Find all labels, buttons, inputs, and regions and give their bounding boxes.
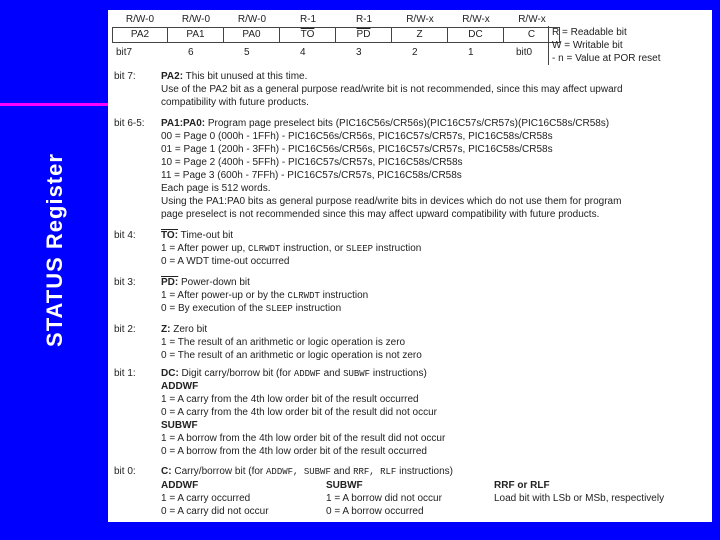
text-part: instruction, or <box>280 243 346 254</box>
bit3-heading <box>161 277 250 289</box>
text-part: instructions) <box>370 368 427 379</box>
text-part: 0 = By execution of the <box>161 303 266 314</box>
bit0-addwf-1: 1 = A carry occurred <box>161 493 251 504</box>
bit3-line2 <box>161 303 341 315</box>
bit4-label: bit 4: <box>114 230 136 241</box>
bit65-line: Using the PA1:PA0 bits as general purpose read/write bits in devices which do not use them for program <box>161 196 622 207</box>
register-bit-name: PA1 <box>168 27 224 43</box>
bit-number: 2 <box>412 47 418 58</box>
text-part: instructions) <box>396 466 453 477</box>
instruction-name: SLEEP <box>346 244 374 254</box>
register-cell-bit7 <box>112 14 168 43</box>
register-bit-name: $\overline{TO}$ <box>280 27 336 43</box>
bit3-line1 <box>161 290 368 302</box>
bit2-line2: 0 = The result of an arithmetic or logic operation is not zero <box>161 350 422 361</box>
bit65-line: 10 = Page 2 (400h - 5FFh) - PIC16C57s/CR57s, PIC16C58s/CR58s <box>161 157 463 168</box>
bit65-summary: Program page preselect bits (PIC16C56s/CR56s)(PIC16C57s/CR57s)(PIC16C58s/CR58s) <box>205 118 610 129</box>
text-part: instruction <box>319 290 369 301</box>
text-part: 1 = After power-up or by the <box>161 290 288 301</box>
legend-item: W = Writable bit <box>552 40 623 51</box>
instruction-name: CLRWDT <box>287 291 320 301</box>
text-part: instruction <box>373 243 422 254</box>
register-bit-name: PA0 <box>224 27 280 43</box>
register-bit-name: PA2 <box>112 27 168 43</box>
bit0-addwf-0: 0 = A carry did not occur <box>161 506 269 517</box>
register-cell-bit5 <box>224 14 280 43</box>
text-part: Carry/borrow bit (for <box>171 466 267 477</box>
register-access: R/W-0 <box>237 14 267 25</box>
bit65-name: PA1:PA0: <box>161 118 206 129</box>
instruction-name: SLEEP <box>265 304 293 314</box>
text-part: and <box>330 466 354 477</box>
bit0-subwf-head <box>326 480 363 492</box>
bit-number: 1 <box>468 47 474 58</box>
bit3-name: PD: <box>161 277 179 288</box>
bit7-summary: This bit unused at this time. <box>183 71 308 82</box>
instruction-heading: ADDWF <box>161 480 199 491</box>
bit0-rrf-1: Load bit with LSb or MSb, respectively <box>494 493 665 504</box>
bit0-rrf-head <box>494 480 550 492</box>
bit-number: bit7 <box>116 47 133 58</box>
instruction-name: CLRWDT <box>248 244 281 254</box>
bit3-summary: Power-down bit <box>178 277 250 288</box>
bit65-line: 01 = Page 1 (200h - 3FFh) - PIC16C56s/CR56s, PIC16C57s/CR57s, PIC16C58s/CR58s <box>161 144 553 155</box>
register-cell-bit1 <box>448 14 504 43</box>
text-part: and <box>320 368 344 379</box>
bit65-line: page preselect is not recommended since this may affect upward compatibility with future products. <box>161 209 600 220</box>
accent-divider <box>0 103 108 106</box>
bit65-line: Each page is 512 words. <box>161 183 271 194</box>
bit1-heading <box>161 368 427 380</box>
bit65-line: 11 = Page 3 (600h - 7FFh) - PIC16C57s/CR57s, PIC16C58s/CR58s <box>161 170 462 181</box>
instruction-heading: RRF or RLF <box>494 480 550 491</box>
instruction-name: ADDWF <box>293 369 321 379</box>
bit65-line: 00 = Page 0 (000h - 1FFh) - PIC16C56s/CR56s, PIC16C57s/CR57s, PIC16C58s/CR58s <box>161 131 553 142</box>
bit1-subwf-1: 1 = A borrow from the 4th low order bit of the result did not occur <box>161 433 446 444</box>
instruction-name: ADDWF, SUBWF <box>266 467 331 477</box>
bit4-summary: Time-out bit <box>178 230 234 241</box>
bit1-addwf-1: 1 = A carry from the 4th low order bit of the result occurred <box>161 394 419 405</box>
bit65-label: bit 6-5: <box>114 118 145 129</box>
bit-number: 6 <box>188 47 194 58</box>
slide-title-container <box>10 100 100 400</box>
bit2-name: Z: <box>161 324 171 335</box>
bit4-name: TO: <box>161 230 179 241</box>
register-bit-name: Z <box>392 27 448 43</box>
register-bit-name: $\overline{PD}$ <box>336 27 392 43</box>
bit4-heading <box>161 230 233 242</box>
legend-item: R = Readable bit <box>552 27 627 38</box>
slide-title: STATUS Register <box>42 153 67 347</box>
bit0-subwf-0: 0 = A borrow occurred <box>326 506 424 517</box>
register-access: R/W-x <box>406 14 434 25</box>
bit7-desc1: Use of the PA2 bit as a general purpose read/write bit is not recommended, since this may affect upward <box>161 84 623 95</box>
bit7-name: PA2: <box>161 71 184 82</box>
register-bit-name: DC <box>448 27 504 43</box>
bit65-heading <box>161 118 609 130</box>
bit2-label: bit 2: <box>114 324 136 335</box>
legend-item: - n = Value at POR reset <box>552 53 661 64</box>
bit7-desc2: compatibility with future products. <box>161 97 309 108</box>
register-access: R-1 <box>355 14 373 25</box>
bit0-heading <box>161 466 453 478</box>
instruction-heading: ADDWF <box>161 381 199 392</box>
register-access: R/W-0 <box>125 14 155 25</box>
bit2-heading <box>161 324 207 336</box>
text-part: instruction <box>292 303 342 314</box>
bit-number: bit0 <box>516 47 533 58</box>
bit4-line2: 0 = A WDT time-out occurred <box>161 256 290 267</box>
bit0-label: bit 0: <box>114 466 136 477</box>
register-access: R-1 <box>299 14 317 25</box>
register-cell-bit6 <box>168 14 224 43</box>
bit1-subwf-0: 0 = A borrow from the 4th low order bit of the result occurred <box>161 446 427 457</box>
bit1-subwf-head <box>161 420 198 432</box>
bit-number: 3 <box>356 47 362 58</box>
register-legend <box>548 26 660 65</box>
text-part: Digit carry/borrow bit (for <box>178 368 294 379</box>
bit1-addwf-head <box>161 381 198 393</box>
register-access: R/W-x <box>518 14 546 25</box>
instruction-name: RRF, RLF <box>353 467 397 477</box>
bit0-name: C: <box>161 466 172 477</box>
register-access: R/W-x <box>462 14 490 25</box>
bit-number: 5 <box>244 47 250 58</box>
bit7-heading <box>161 71 307 83</box>
bit1-name: DC: <box>161 368 179 379</box>
bit1-label: bit 1: <box>114 368 136 379</box>
register-cell-bit4 <box>280 14 336 43</box>
instruction-heading: SUBWF <box>326 480 363 491</box>
bit2-summary: Zero bit <box>170 324 208 335</box>
bit-number: 4 <box>300 47 306 58</box>
document-panel <box>108 10 712 522</box>
bit0-addwf-head <box>161 480 198 492</box>
bit1-addwf-0: 0 = A carry from the 4th low order bit of the result did not occur <box>161 407 437 418</box>
bit3-label: bit 3: <box>114 277 136 288</box>
bit2-line1: 1 = The result of an arithmetic or logic operation is zero <box>161 337 406 348</box>
instruction-name: SUBWF <box>343 369 371 379</box>
bit7-label: bit 7: <box>114 71 136 82</box>
text-part: 1 = After power up, <box>161 243 248 254</box>
bit0-subwf-1: 1 = A borrow did not occur <box>326 493 442 504</box>
register-cell-bit3 <box>336 14 392 43</box>
instruction-heading: SUBWF <box>161 420 198 431</box>
bit4-line1 <box>161 243 421 255</box>
register-bit-name: C <box>504 27 560 43</box>
register-access: R/W-0 <box>181 14 211 25</box>
register-cell-bit2 <box>392 14 448 43</box>
